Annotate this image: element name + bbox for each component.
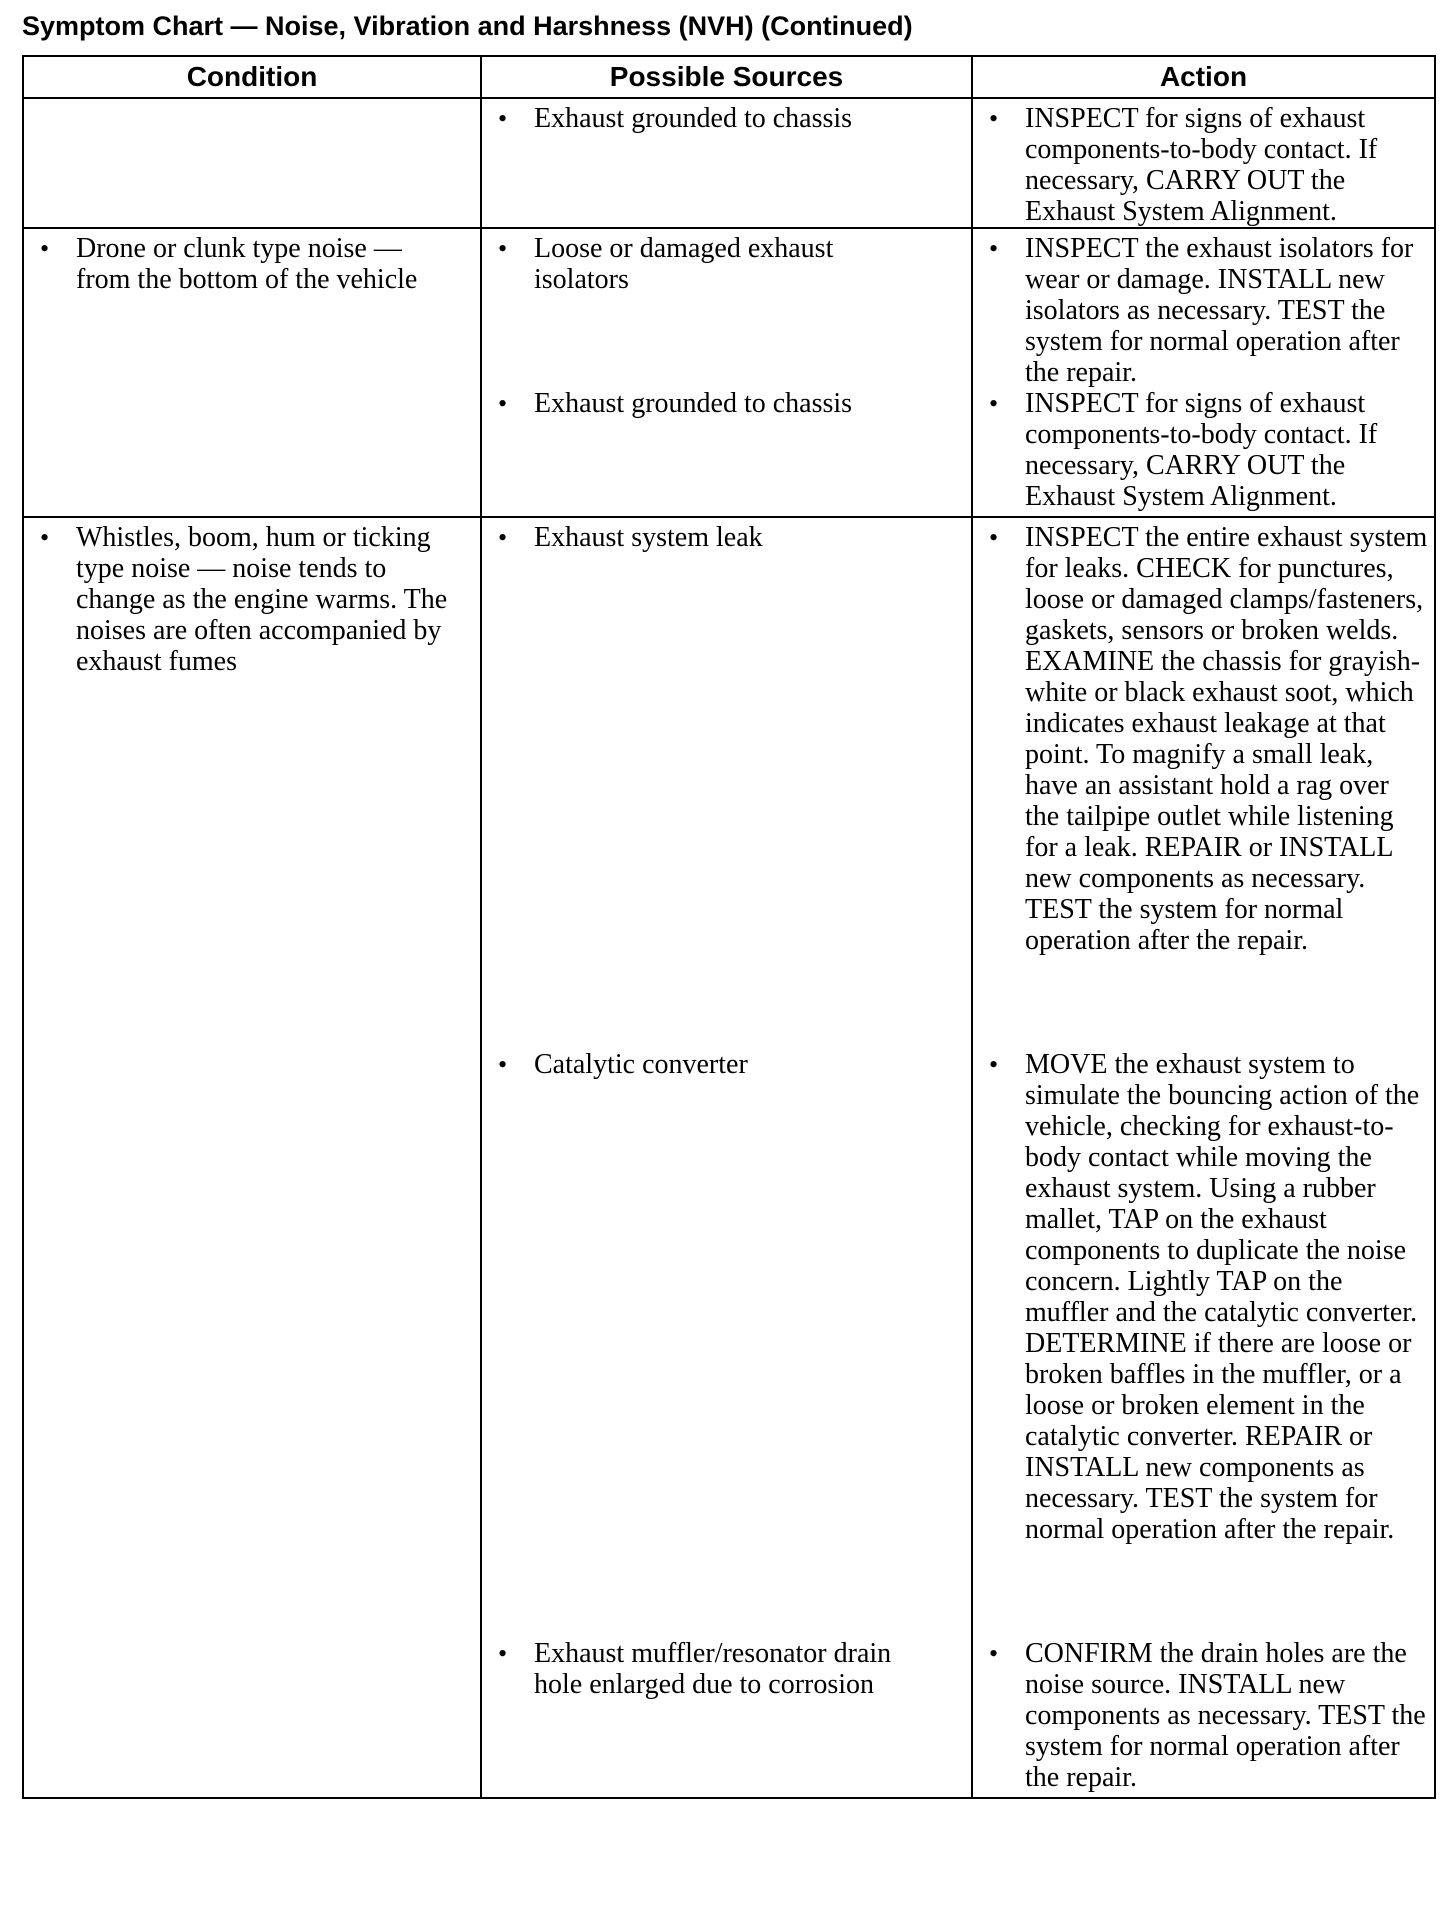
action-item [981,522,1426,1049]
condition-item [32,522,472,677]
source-item [490,522,963,1049]
source-item [490,103,963,134]
bullet-icon: • [40,523,50,552]
symptom-chart-table [22,55,1436,1799]
action-cell [972,98,1435,228]
source-item [490,1638,963,1700]
bullet-icon: • [498,234,508,263]
page-title: Symptom Chart — Noise, Vibration and Harshness (NVH) (Continued) [22,11,913,41]
table-row [23,517,1435,1798]
header-action: Action [972,56,1435,98]
bullet-icon: • [498,389,508,418]
table-row [23,98,1435,228]
bullet-icon: • [498,1639,508,1668]
action-text: CONFIRM the drain holes are the noise source. INSTALL new components as necessary. TEST the system for normal operation after the repair. [1025,1638,1426,1793]
bullet-icon: • [989,1639,999,1668]
bullet-icon: • [989,523,999,552]
action-text: INSPECT for signs of exhaust components-to-body contact. If necessary, CARRY OUT the Exhaust System Alignment. [1025,388,1378,512]
source-text: Catalytic converter [534,1049,748,1080]
sources-cell [481,517,972,1798]
source-item [490,1049,963,1638]
header-condition: Condition [23,56,481,98]
header-possible-sources: Possible Sources [481,56,972,98]
bullet-icon: • [989,1050,999,1079]
action-text: INSPECT the entire exhaust system for leaks. CHECK for punctures, loose or damaged clamps/fasteners, gaskets, sensors or broken welds. EXAMINE the chassis for grayish-white or black exhaust soot, which indicates exhaust leakage at that point. To magnify a small leak, have an assistant hold a rag over the tailpipe outlet while listening for a leak. REPAIR or INSTALL new components as necessary. TEST the system for normal operation after the repair. [1025,522,1428,956]
bullet-icon: • [498,523,508,552]
source-item [490,233,963,388]
action-text: INSPECT for signs of exhaust components-to-body contact. If necessary, CARRY OUT the Exhaust System Alignment. [1025,103,1378,227]
action-item [981,233,1426,388]
sources-cell [481,228,972,517]
action-item [981,1638,1426,1797]
condition-cell [23,228,481,517]
action-item [981,388,1426,516]
source-text: Exhaust grounded to chassis [534,388,853,419]
source-text: Exhaust grounded to chassis [534,103,853,134]
bullet-icon: • [40,234,50,263]
source-text: Loose or damaged exhaust isolators [534,233,834,295]
bullet-icon: • [498,104,508,133]
condition-text: Drone or clunk type noise — from the bottom of the vehicle [76,233,418,295]
source-item [490,388,963,419]
sources-cell [481,98,972,228]
action-cell [972,517,1435,1798]
action-text: MOVE the exhaust system to simulate the bouncing action of the vehicle, checking for exhaust-to-body contact while moving the exhaust system. Using a rubber mallet, TAP on the exhaust components to duplicate the noise concern. Lightly TAP on the muffler and the catalytic converter. DETERMINE if there are loose or broken baffles in the muffler, or a loose or broken element in the catalytic converter. REPAIR or INSTALL new components as necessary. TEST the system for normal operation after the repair. [1025,1049,1420,1545]
condition-cell [23,517,481,1798]
bullet-icon: • [498,1050,508,1079]
action-text: INSPECT the exhaust isolators for wear or damage. INSTALL new isolators as necessary. TEST the system for normal operation after the repair. [1025,233,1414,388]
action-item [981,1049,1426,1638]
action-cell [972,228,1435,517]
source-text: Exhaust system leak [534,522,763,553]
source-text: Exhaust muffler/resonator drain hole enlarged due to corrosion [534,1638,892,1700]
condition-item [32,233,472,295]
bullet-icon: • [989,104,999,133]
bullet-icon: • [989,389,999,418]
table-header-row [23,56,1435,98]
condition-cell [23,98,481,228]
bullet-icon: • [989,234,999,263]
table-row [23,228,1435,517]
action-item [981,103,1426,227]
condition-text: Whistles, boom, hum or ticking type noise — noise tends to change as the engine warms. The noises are often accompanied by exhaust fumes [76,522,448,677]
